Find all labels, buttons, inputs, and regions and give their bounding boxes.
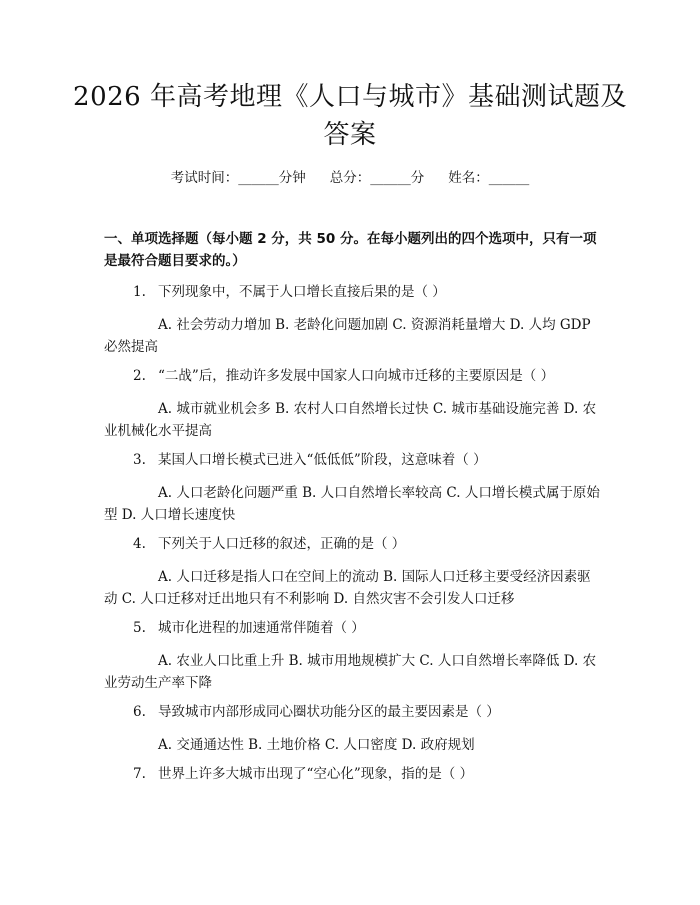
student-name-field: 姓名：______	[448, 170, 530, 186]
exam-meta-line	[0, 168, 700, 188]
question-number: 3.	[133, 452, 146, 468]
question-stem	[133, 282, 613, 302]
question-stem	[133, 702, 613, 722]
question-text: “二战”后，推动许多发展中国家人口向城市迁移的主要原因是（ ）	[158, 368, 555, 384]
question-number: 1.	[133, 284, 146, 300]
total-score-field: 总分：______分	[329, 170, 425, 186]
question-text: 世界上许多大城市出现了“空心化”现象，指的是（ ）	[158, 766, 474, 782]
question-options: A. 人口老龄化问题严重 B. 人口自然增长率较高 C. 人口增长模式属于原始型 D. 人口增长速度快	[104, 485, 600, 523]
question-text: 下列关于人口迁移的叙述，正确的是（ ）	[158, 536, 406, 552]
question-options: A. 农业人口比重上升 B. 城市用地规模扩大 C. 人口自然增长率降低 D. 农业劳动生产率下降	[104, 653, 597, 691]
question-options: A. 城市就业机会多 B. 农村人口自然增长过快 C. 城市基础设施完善 D. 农业机械化水平提高	[104, 401, 597, 439]
question-number: 4.	[133, 536, 146, 552]
question-number: 5.	[133, 620, 146, 636]
section-heading: 一、单项选择题（每小题 2 分，共 50 分。在每小题列出的四个选项中，只有一项是最符合题目要求的。）	[104, 231, 597, 269]
question-stem	[133, 534, 613, 554]
exam-time-field: 考试时间：______分钟	[170, 170, 306, 186]
question-text: 某国人口增长模式已进入“低低低”阶段，这意味着（ ）	[158, 452, 487, 468]
question-options: A. 社会劳动力增加 B. 老龄化问题加剧 C. 资源消耗量增大 D. 人均 GDP 必然提高	[104, 317, 591, 355]
question-number: 6.	[133, 704, 146, 720]
question-text: 导致城市内部形成同心圈状功能分区的最主要因素是（ ）	[158, 704, 500, 720]
question-options: A. 人口迁移是指人口在空间上的流动 B. 国际人口迁移主要受经济因素驱动 C. 人口迁移对迁出地只有不利影响 D. 自然灾害不会引发人口迁移	[104, 569, 591, 607]
question-options: A. 交通通达性 B. 土地价格 C. 人口密度 D. 政府规划	[158, 737, 475, 753]
document-title: 2026 年高考地理《人口与城市》基础测试题及答案	[73, 82, 627, 150]
question-text: 下列现象中，不属于人口增长直接后果的是（ ）	[158, 284, 446, 300]
question-stem	[133, 764, 613, 784]
question-stem	[133, 450, 613, 470]
question-number: 2.	[133, 368, 146, 384]
question-text: 城市化进程的加速通常伴随着（ ）	[158, 620, 365, 636]
question-stem	[133, 618, 613, 638]
question-number: 7.	[133, 766, 146, 782]
question-stem	[133, 366, 613, 386]
